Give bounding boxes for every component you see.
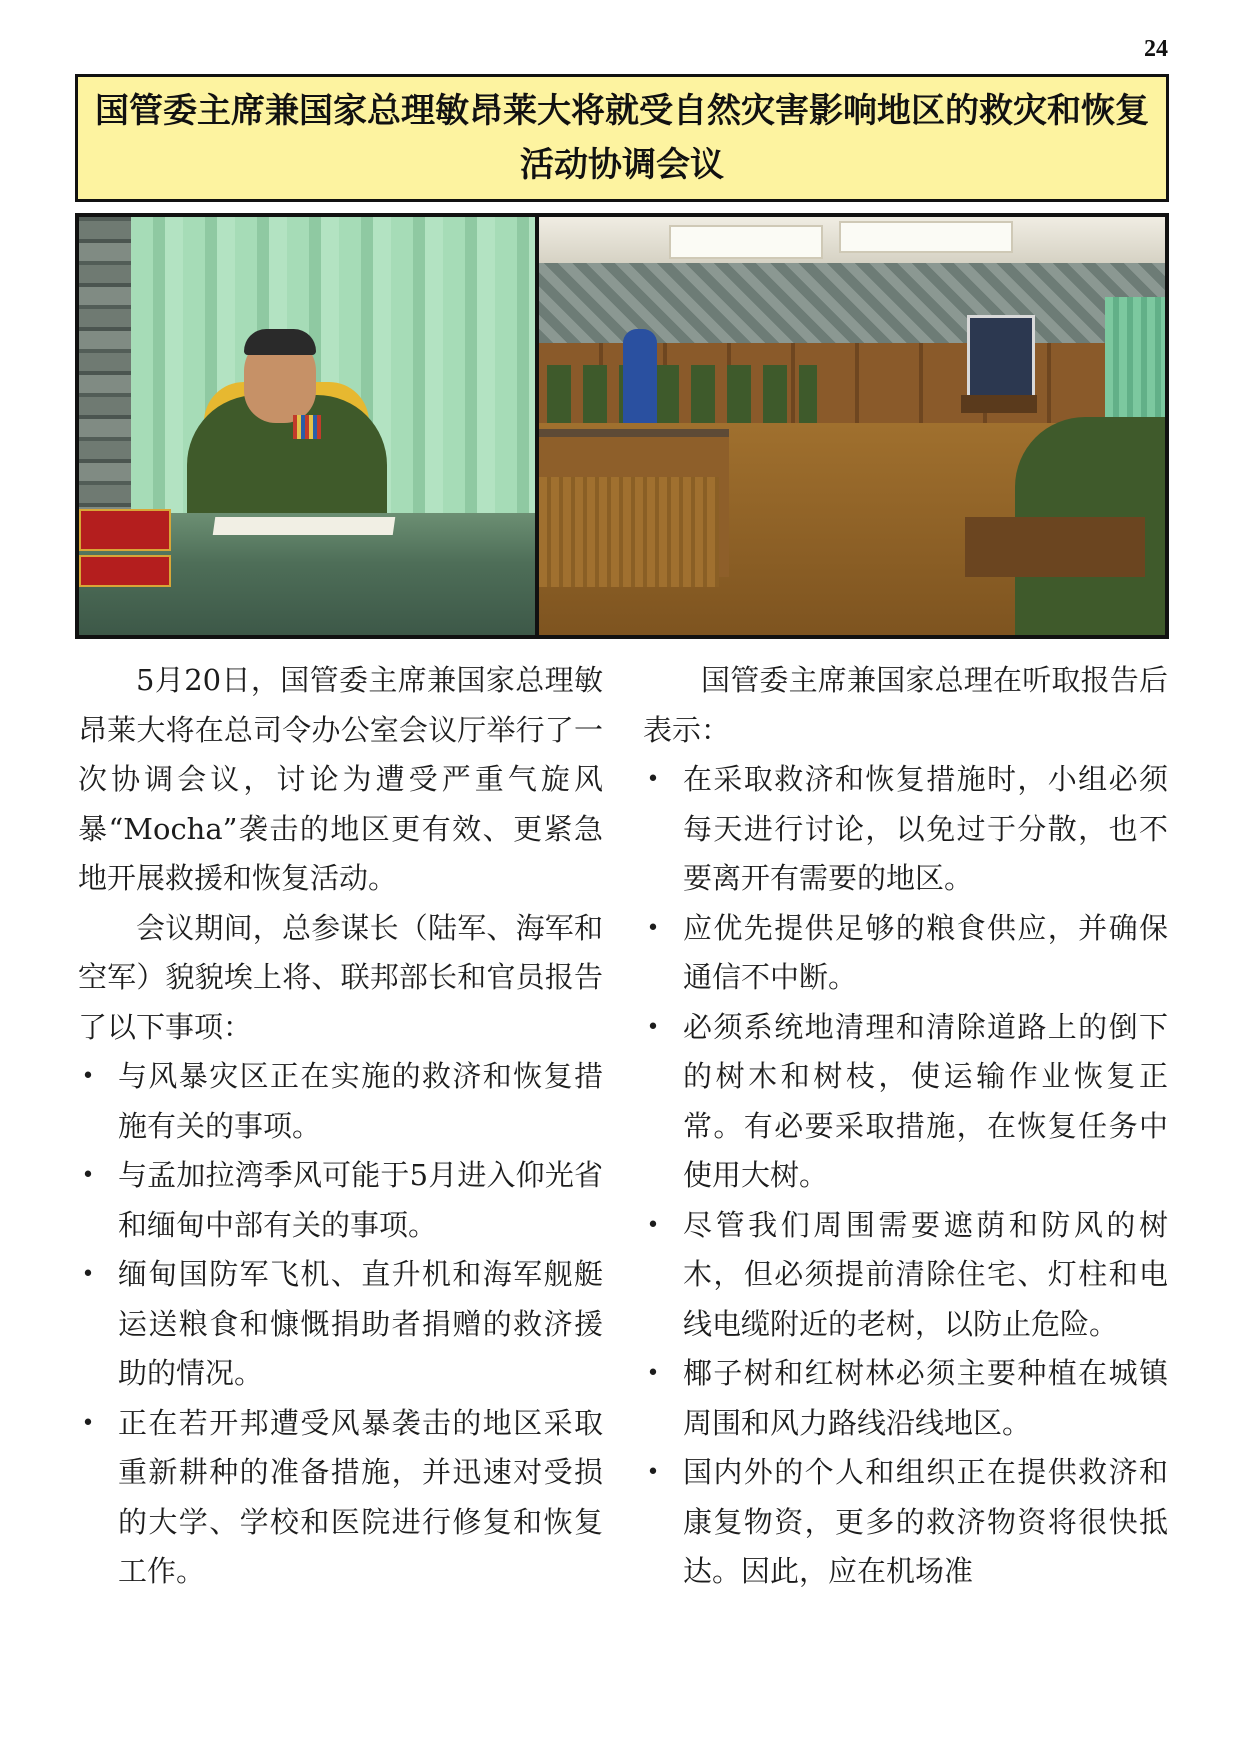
green-curtain — [1105, 297, 1165, 427]
list-item: • 必须系统地清理和清除道路上的倒下的树木和树枝，使运输作业恢复正常。有必要采取措施，在恢复任务中使用大树。 — [643, 1003, 1168, 1201]
bullet-icon: • — [81, 1262, 95, 1287]
papers-on-desk — [213, 517, 396, 535]
bullet-icon: • — [646, 1212, 660, 1238]
list-item: • 正在若开邦遭受风暴袭击的地区采取重新耕种的准备措施，并迅速对受损的大学、学校和医院进行修复和恢复工作。 — [78, 1399, 603, 1597]
page-number: 24 — [1144, 36, 1168, 62]
bullet-icon: • — [81, 1064, 95, 1089]
photo-official-at-desk — [79, 217, 535, 635]
page-title: 国管委主席兼国家总理敏昂莱大将就受自然灾害影响地区的救灾和恢复活动协调会议 — [95, 91, 1149, 185]
ceiling-light — [839, 221, 1013, 253]
table-front — [539, 477, 719, 587]
seated-officers-row — [547, 365, 817, 423]
list-item: • 在采取救济和恢复措施时，小组必须每天进行讨论，以免过于分散，也不要离开有需要的地区。 — [643, 755, 1168, 904]
list-item: • 国内外的个人和组织正在提供救济和康复物资，更多的救济物资将很快抵达。因此，应在机场准 — [643, 1448, 1168, 1597]
left-column — [78, 656, 603, 1597]
screen-stand — [961, 395, 1037, 413]
medal-ribbons — [293, 415, 321, 439]
list-item: • 应优先提供足够的粮食供应，并确保通信不中断。 — [643, 904, 1168, 1003]
official-hair — [244, 329, 316, 355]
list-item: • 与孟加拉湾季风可能于5月进入仰光省和缅甸中部有关的事项。 — [78, 1151, 603, 1250]
paragraph: 国管委主席兼国家总理在听取报告后表示： — [643, 663, 1168, 747]
bullet-list — [78, 1052, 603, 1597]
paragraph: 会议期间，总参谋长（陆军、海军和空军）貌貌埃上将、联邦部长和官员报告了以下事项： — [78, 910, 603, 1044]
list-item: • 椰子树和红树林必须主要种植在城镇周围和风力路线沿线地区。 — [643, 1349, 1168, 1448]
video-screen — [967, 315, 1035, 399]
right-column — [643, 656, 1168, 1597]
list-item: • 缅甸国防军飞机、直升机和海军舰艇运送粮食和慷慨捐助者捐赠的救济援助的情况。 — [78, 1250, 603, 1399]
photo-meeting-room — [539, 217, 1165, 635]
bullet-icon: • — [646, 1014, 660, 1040]
list-item: • 与风暴灾区正在实施的救济和恢复措施有关的事项。 — [78, 1052, 603, 1151]
title-box — [75, 74, 1169, 202]
foreground-chair — [965, 517, 1145, 577]
paragraph: 5月20日，国管委主席兼国家总理敏昂莱大将在总司令办公室会议厅举行了一次协调会议，讨论为遭受严重气旋风暴“Mocha”袭击的地区更有效、更紧急地开展救援和恢复活动。 — [78, 663, 603, 895]
bullet-list — [643, 755, 1168, 1597]
bullet-icon: • — [646, 1460, 660, 1485]
desk-ornament — [79, 555, 171, 587]
bullet-icon: • — [81, 1410, 95, 1436]
article-columns — [78, 656, 1168, 1597]
standing-officer — [623, 329, 657, 429]
bullet-icon: • — [646, 1361, 660, 1386]
list-item: • 尽管我们周围需要遮荫和防风的树木，但必须提前清除住宅、灯柱和电线电缆附近的老树，以防止危险。 — [643, 1201, 1168, 1350]
bullet-icon: • — [646, 915, 660, 941]
tissue-box — [79, 509, 171, 551]
bullet-icon: • — [646, 767, 660, 792]
photo-frame — [75, 213, 1169, 639]
ceiling-light — [669, 225, 823, 259]
bullet-icon: • — [81, 1163, 95, 1188]
